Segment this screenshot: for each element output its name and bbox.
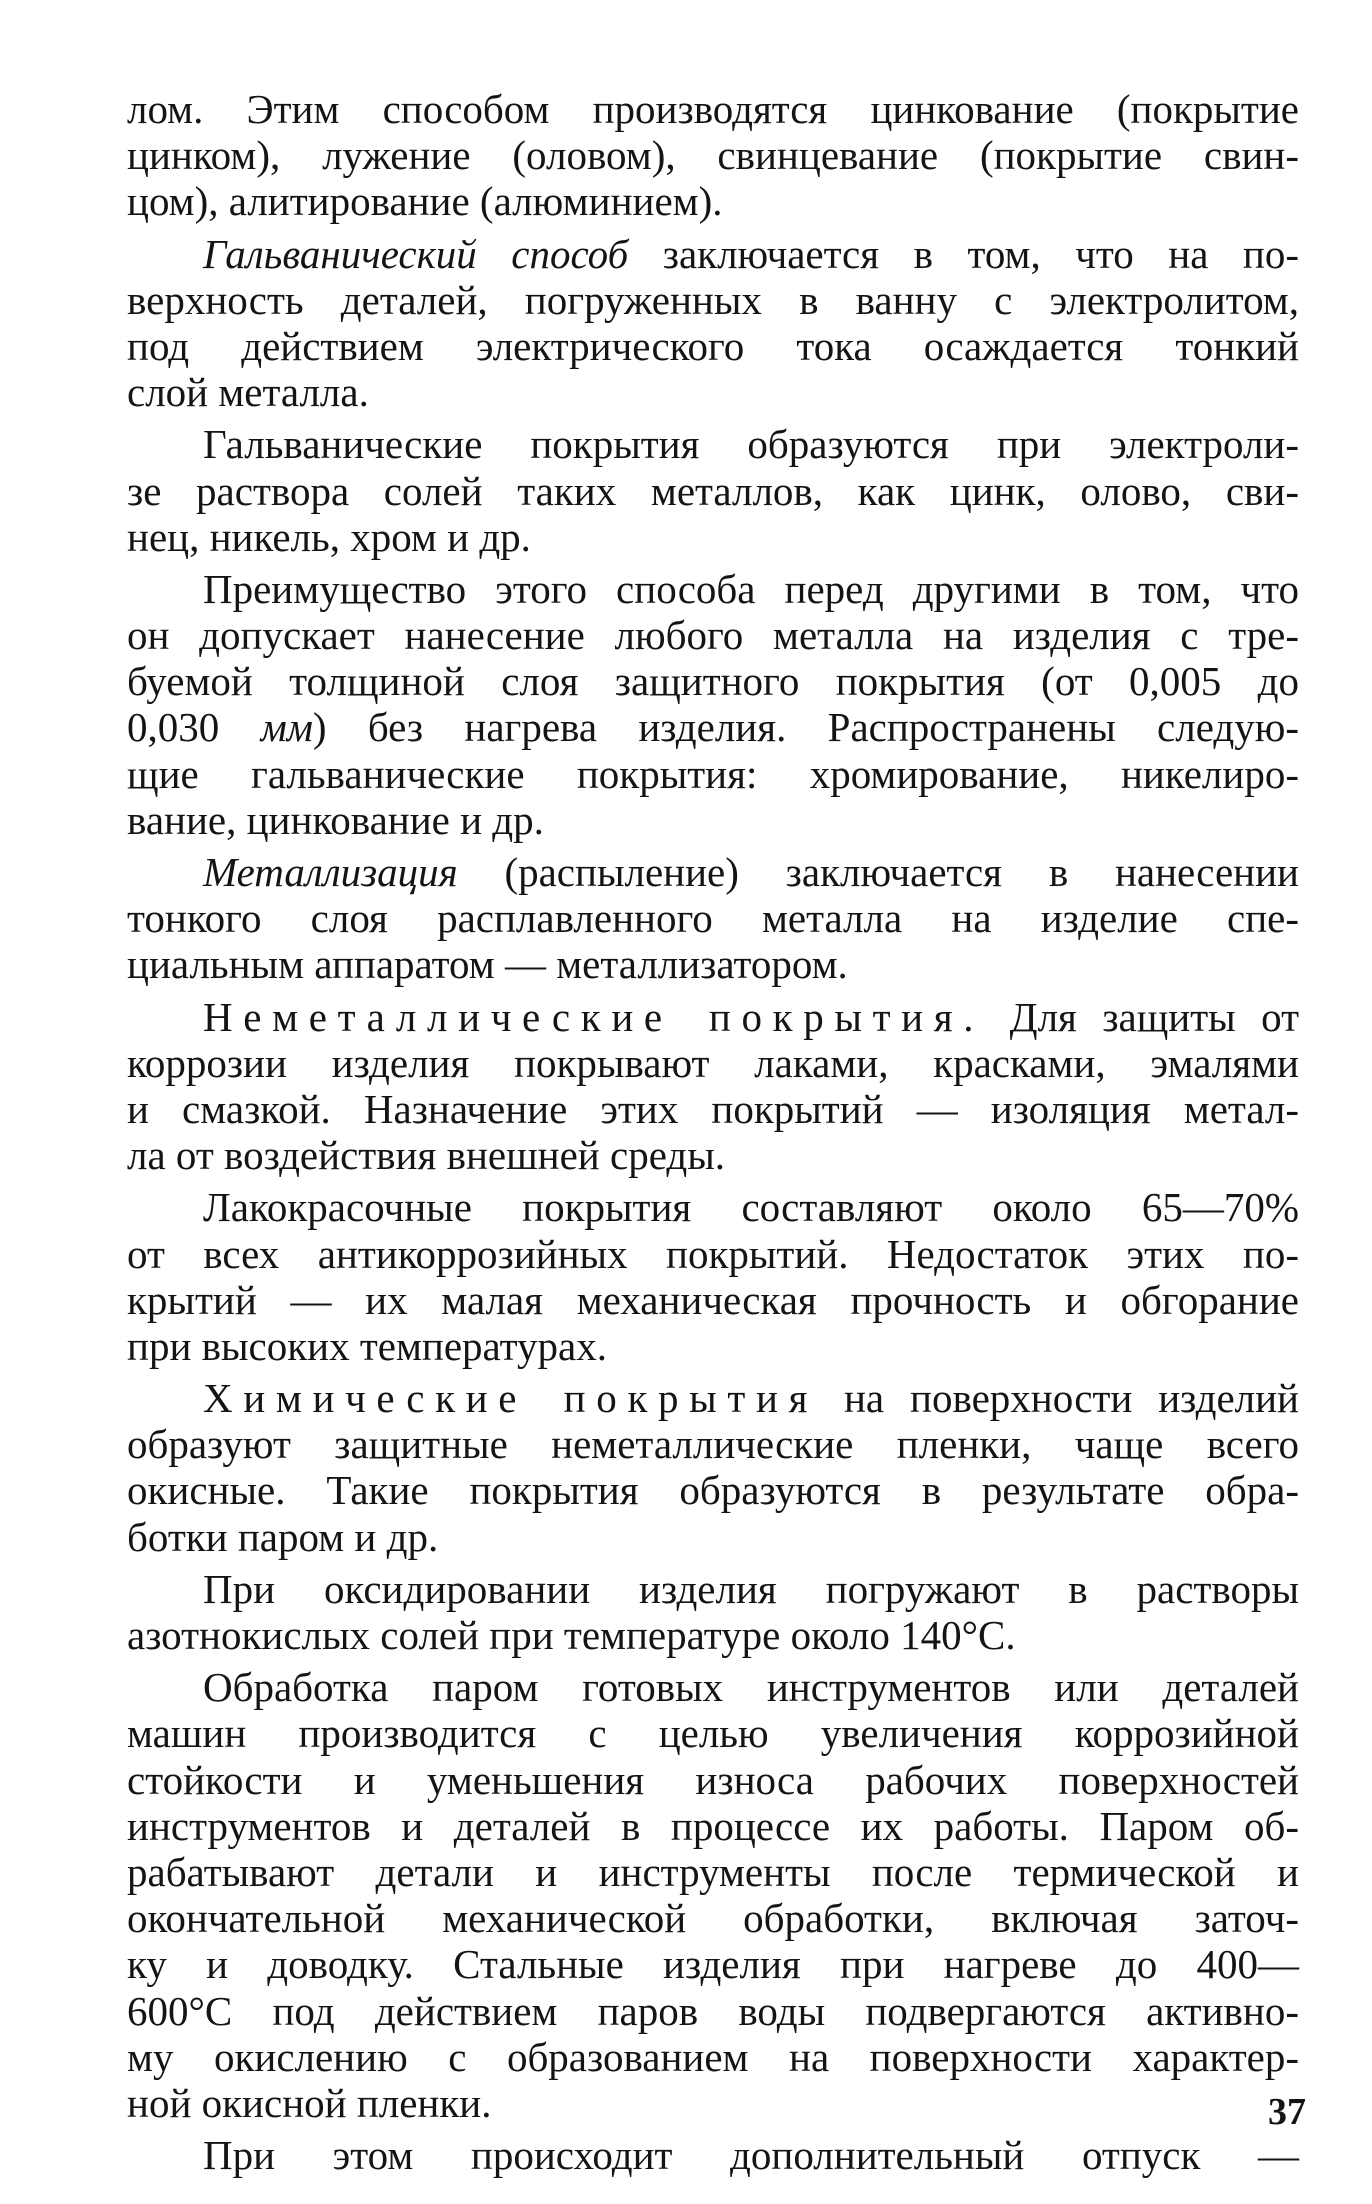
text-run: заключается в том, что на по- xyxy=(628,230,1299,277)
text-line: циальным аппаратом — металлизатором. xyxy=(127,941,848,988)
text-line: Гальванические покрытия образуются при электроли- xyxy=(203,421,1299,468)
paragraph xyxy=(127,849,1299,988)
text-line: Обработка паром готовых инструментов или деталей xyxy=(203,1664,1299,1711)
paragraph xyxy=(127,1566,1299,1658)
text-line: щие гальванические покрытия: хромирование, никелиро- xyxy=(127,750,1299,797)
text-line: Преимущество этого способа перед другими в том, что xyxy=(203,565,1299,612)
text-line: нец, никель, хром и др. xyxy=(127,513,531,560)
text-line: зе раствора солей таких металлов, как цинк, олово, сви- xyxy=(127,467,1299,514)
paragraph xyxy=(127,86,1299,225)
text-line: под действием электрического тока осаждается тонкий xyxy=(127,322,1299,369)
spaced-heading: Химические покрытия xyxy=(203,1375,819,1422)
text-line: ботки паром и др. xyxy=(127,1513,439,1560)
text-line: стойкости и уменьшения износа рабочих поверхностей xyxy=(127,1756,1299,1803)
text-run: Для защиты от xyxy=(984,993,1299,1040)
page-number: 37 xyxy=(1268,2091,1306,2133)
text-line: инструментов и деталей в процессе их работы. Паром об- xyxy=(127,1802,1299,1849)
text-line: от всех антикоррозийных покрытий. Недостаток этих по- xyxy=(127,1230,1299,1277)
text-line: крытий — их малая механическая прочность и обгорание xyxy=(127,1276,1299,1323)
italic-term: Гальванический способ xyxy=(203,230,629,277)
text-line: 600°С под действием паров воды подвергаются активно- xyxy=(127,1987,1299,2034)
unit-abbreviation: мм xyxy=(260,704,313,751)
text-line: буемой толщиной слоя защитного покрытия (от 0,005 до xyxy=(127,658,1299,705)
text-line: слой металла. xyxy=(127,369,369,416)
text-line xyxy=(203,849,1299,895)
paragraph xyxy=(127,421,1299,560)
text-run: 0,030 xyxy=(127,704,261,751)
paragraph xyxy=(127,994,1299,1179)
text-line: машин производится с целью увеличения коррозийной xyxy=(127,1710,1299,1757)
paragraph xyxy=(127,231,1299,416)
paragraph xyxy=(127,1375,1299,1560)
italic-term: Металлизация xyxy=(203,849,458,895)
text-line: ку и доводку. Стальные изделия при нагреве до 400— xyxy=(127,1941,1299,1988)
text-line xyxy=(127,704,1299,750)
text-line: окончательной механической обработки, включая заточ- xyxy=(127,1895,1299,1942)
text-line: окисные. Такие покрытия образуются в результате обра- xyxy=(127,1467,1299,1514)
text-line: ной окисной пленки. xyxy=(127,2079,492,2126)
text-line: рабатывают детали и инструменты после термической и xyxy=(127,1848,1299,1895)
text-line: му окислению с образованием на поверхности характер- xyxy=(127,2033,1299,2080)
text-line: тонкого слоя расплавленного металла на изделие спе- xyxy=(127,895,1299,942)
text-line: При этом происходит дополнительный отпуск — xyxy=(203,2132,1299,2179)
text-line: коррозии изделия покрывают лаками, красками, эмалями xyxy=(127,1039,1299,1086)
text-line: образуют защитные неметаллические пленки, чаще всего xyxy=(127,1421,1299,1468)
text-line: лом. Этим способом производятся цинкование (покрытие xyxy=(127,86,1299,132)
text-line xyxy=(203,1375,1299,1421)
text-line: он допускает нанесение любого металла на изделия с тре- xyxy=(127,612,1299,659)
paragraph xyxy=(127,1184,1299,1369)
text-line: при высоких температурах. xyxy=(127,1322,608,1369)
text-line: цинком), лужение (оловом), свинцевание (покрытие свин- xyxy=(127,132,1299,179)
paragraph xyxy=(127,1664,1299,2126)
text-run: ) без нагрева изделия. Распространены следую- xyxy=(312,704,1300,751)
text-run: на поверхности изделий xyxy=(818,1375,1299,1422)
text-line: и смазкой. Назначение этих покрытий — изоляция метал- xyxy=(127,1085,1299,1132)
text-line xyxy=(203,231,1299,277)
text-line: ла от воздействия внешней среды. xyxy=(127,1132,726,1179)
text-run: (распыление) заключается в нанесении xyxy=(457,849,1299,895)
text-line xyxy=(203,994,1299,1040)
text-line: верхность деталей, погруженных в ванну с электролитом, xyxy=(127,276,1299,323)
text-line: цом), алитирование (алюминием). xyxy=(127,178,723,225)
text-line: вание, цинкование и др. xyxy=(127,796,544,843)
spaced-heading: Неметаллические покрытия. xyxy=(203,993,985,1040)
paragraph xyxy=(127,566,1299,843)
text-line: Лакокрасочные покрытия составляют около 65—70% xyxy=(203,1184,1299,1231)
body-text xyxy=(127,86,1299,2178)
text-line: При оксидировании изделия погружают в растворы xyxy=(203,1565,1299,1612)
paragraph xyxy=(127,2132,1299,2178)
text-line: азотнокислых солей при температуре около 140°С. xyxy=(127,1612,1016,1658)
